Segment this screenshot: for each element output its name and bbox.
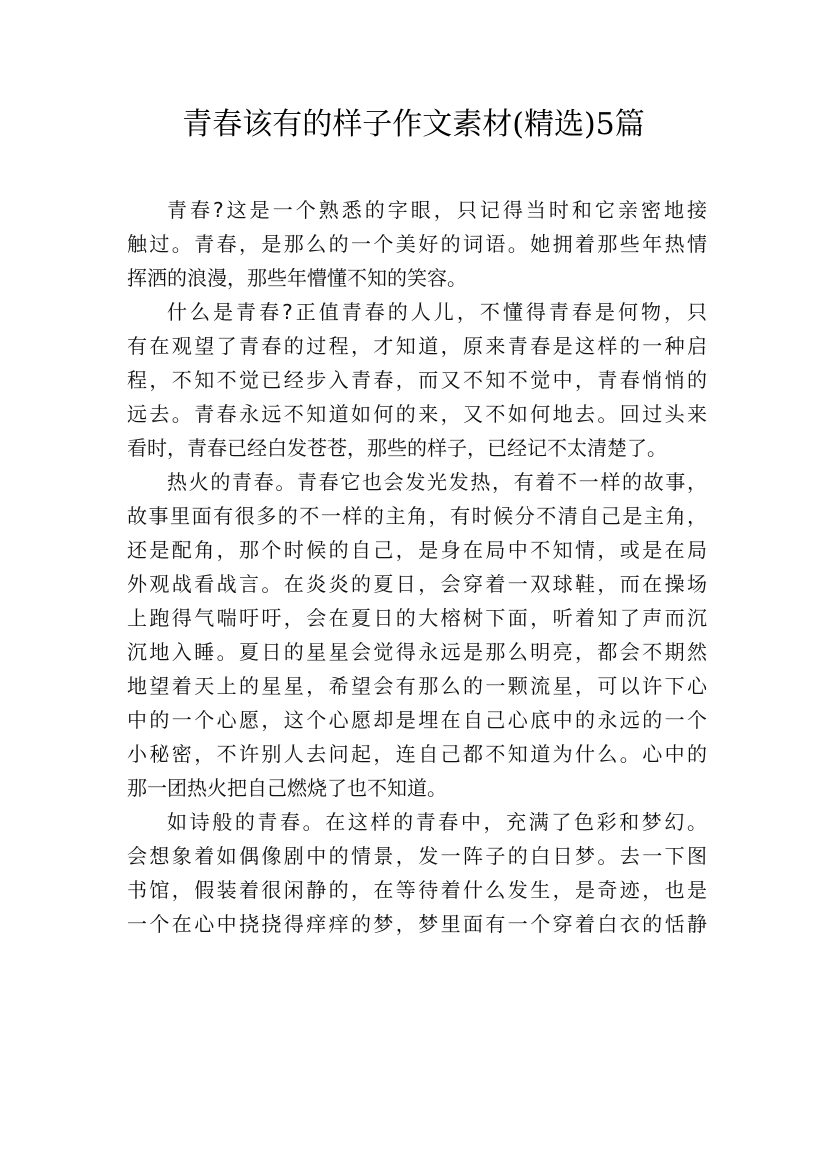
text-line: 青春?这是一个熟悉的字眼，只记得当时和它亲密地接: [167, 198, 707, 222]
paragraph-2: [127, 295, 707, 465]
text-line: 那一团热火把自己燃烧了也不知道。: [127, 776, 447, 800]
text-line: 上跑得气喘吁吁，会在夏日的大榕树下面，听着知了声而沉: [127, 606, 707, 630]
text-line: 挥洒的浪漫，那些年懵懂不知的笑容。: [127, 266, 467, 290]
text-line: 热火的青春。青春它也会发光发热，有着不一样的故事，: [167, 470, 707, 494]
text-line: 中的一个心愿，这个心愿却是埋在自己心底中的永远的一个: [127, 708, 707, 732]
text-line: 什么是青春?正值青春的人儿，不懂得青春是何物，只: [167, 300, 707, 324]
text-line: 看时，青春已经白发苍苍，那些的样子，已经记不太清楚了。: [127, 436, 667, 460]
text-line: 远去。青春永远不知道如何的来，又不如何地去。回过头来: [127, 402, 707, 426]
paragraph-1: [127, 193, 707, 295]
text-line: 故事里面有很多的不一样的主角，有时候分不清自己是主角，: [127, 504, 707, 528]
text-line: 程，不知不觉已经步入青春，而又不知不觉中，青春悄悄的: [127, 368, 707, 392]
text-line: 如诗般的青春。在这样的青春中，充满了色彩和梦幻。: [167, 810, 707, 834]
text-line: 外观战看战言。在炎炎的夏日，会穿着一双球鞋，而在操场: [127, 572, 707, 596]
paragraph-3: [127, 465, 707, 805]
text-line: 有在观望了青春的过程，才知道，原来青春是这样的一种启: [127, 334, 707, 358]
document-body: [127, 193, 707, 941]
text-line: 触过。青春，是那么的一个美好的词语。她拥着那些年热情: [127, 232, 707, 256]
text-line: 书馆，假装着很闲静的，在等待着什么发生，是奇迹，也是: [127, 878, 707, 902]
text-line: 还是配角，那个时候的自己，是身在局中不知情，或是在局: [127, 538, 707, 562]
paragraph-4: [127, 805, 707, 941]
text-line: 沉地入睡。夏日的星星会觉得永远是那么明亮，都会不期然: [127, 640, 707, 664]
text-line: 小秘密，不许别人去问起，连自己都不知道为什么。心中的: [127, 742, 707, 766]
text-line: 地望着天上的星星，希望会有那么的一颗流星，可以许下心: [127, 674, 707, 698]
text-line: 一个在心中挠挠得痒痒的梦，梦里面有一个穿着白衣的恬静: [127, 912, 707, 936]
text-line: 会想象着如偶像剧中的情景，发一阵子的白日梦。去一下图: [127, 844, 707, 868]
document-title: 青春该有的样子作文素材(精选)5篇: [182, 107, 645, 142]
